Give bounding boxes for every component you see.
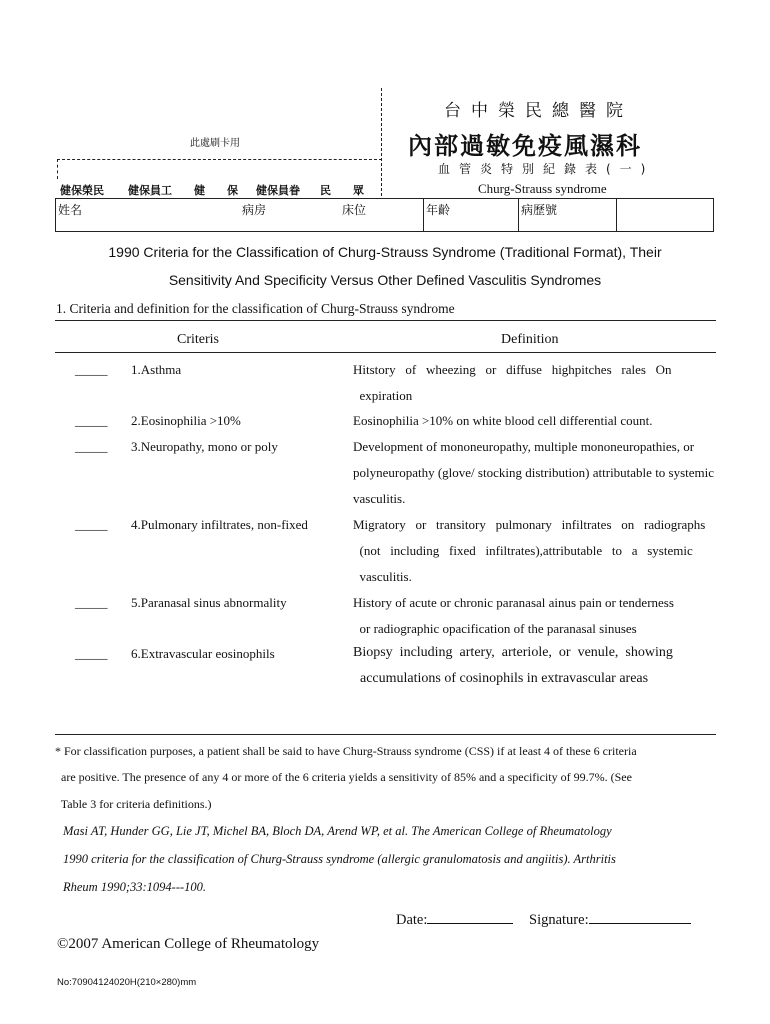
criterion-definition: (not including fixed infiltrates),attributable to a systemic (353, 543, 693, 558)
reference-line: Rheum 1990;33:1094---100. (63, 880, 207, 894)
criterion-check-blank[interactable]: _____ (75, 646, 108, 661)
syndrome-label: Churg-Strauss syndrome (478, 181, 607, 196)
criterion-definition: accumulations of cosinophils in extravascular areas (353, 671, 649, 686)
criterion-definition: Biopsy including artery, arteriole, or venule, showing (353, 645, 673, 660)
criterion-definition: History of acute or chronic paranasal ainus pain or tenderness (353, 595, 674, 610)
signature-field[interactable] (529, 909, 691, 929)
criterion-label: 6.Extravascular eosinophils (131, 646, 275, 661)
table-header-rule (55, 352, 716, 353)
insurance-type[interactable]: 民 眾 (320, 184, 364, 197)
column-header-definition: Definition (501, 332, 559, 347)
criterion-definition: Eosinophilia >10% on white blood cell differential count. (353, 413, 653, 428)
form-name: 血管炎特別紀錄表(一) (438, 162, 655, 176)
patient-field-bed[interactable]: 床位 (342, 203, 367, 217)
table-bottom-rule (55, 734, 716, 735)
criterion-label: 2.Eosinophilia >10% (131, 413, 241, 428)
criterion-definition: vasculitis. (353, 569, 412, 584)
hospital-name: 台中榮民總醫院 (444, 101, 633, 121)
insurance-type[interactable]: 健保員工 (128, 184, 172, 197)
patient-info-table (55, 198, 714, 232)
criterion-definition: Hitstory of wheezing or diffuse highpitches rales On (353, 362, 672, 377)
patient-field-name[interactable]: 姓名 (58, 203, 83, 217)
card-swipe-note: 此處刷卡用 (190, 138, 240, 149)
table-divider (616, 199, 617, 231)
criterion-definition: Migratory or transitory pulmonary infiltrates on radiographs (353, 517, 706, 532)
date-label: Date: (396, 912, 428, 928)
department-name: 內部過敏免疫風濕科 (408, 132, 642, 160)
criterion-definition: expiration (353, 388, 413, 403)
criterion-definition: polyneuropathy (glove/ stocking distribution) attributable to systemic (353, 465, 715, 480)
criterion-definition: Development of mononeuropathy, multiple mononeuropathies, or (353, 439, 695, 454)
patient-field-age[interactable]: 年齡 (426, 203, 451, 217)
column-header-criteria: Criteris (177, 332, 219, 347)
card-area-dashed-border (57, 159, 382, 160)
form-number: No:70904124020H(210×280)mm (57, 977, 197, 988)
criterion-label: 3.Neuropathy, mono or poly (131, 439, 278, 454)
date-input-line[interactable] (427, 909, 513, 924)
signature-input-line[interactable] (589, 909, 691, 924)
criterion-check-blank[interactable]: _____ (75, 362, 108, 377)
criterion-check-blank[interactable]: _____ (75, 595, 108, 610)
table-top-rule (55, 320, 716, 321)
reference-line: 1990 criteria for the classification of Churg-Strauss syndrome (allergic granulomatosis and angiitis). Arthritis (63, 852, 616, 866)
footnote-line: are positive. The presence of any 4 or more of the 6 criteria yields a sensitivity of 85% and a specificity of 99.7%. (See (55, 770, 632, 784)
table-divider (423, 199, 424, 231)
document-title-line2: Sensitivity And Specificity Versus Other Defined Vasculitis Syndromes (168, 272, 602, 288)
criterion-check-blank[interactable]: _____ (75, 517, 108, 532)
criterion-label: 4.Pulmonary infiltrates, non-fixed (131, 517, 308, 532)
card-area-dashed-divider (381, 88, 382, 196)
criterion-label: 1.Asthma (131, 362, 182, 377)
table-divider (518, 199, 519, 231)
signature-label: Signature: (529, 912, 589, 928)
footnote-line: * For classification purposes, a patient shall be said to have Churg-Strauss syndrome (CSS) if at least 4 of these 6 criteria (55, 744, 637, 758)
patient-field-ward[interactable]: 病房 (242, 203, 267, 217)
footnote-line: Table 3 for criteria definitions.) (55, 797, 212, 811)
reference-line: Masi AT, Hunder GG, Lie JT, Michel BA, Bloch DA, Arend WP, et al. The American College of Rheumatology (63, 824, 612, 838)
copyright-notice: ©2007 American College of Rheumatology (57, 936, 320, 952)
card-area-dashed-left (57, 159, 58, 179)
criterion-definition: vasculitis. (353, 491, 406, 506)
patient-field-chart-no[interactable]: 病歷號 (521, 203, 558, 217)
date-field[interactable] (396, 909, 513, 929)
insurance-type[interactable]: 健保榮民 (60, 184, 104, 197)
insurance-type[interactable]: 健 保 (194, 184, 238, 197)
criterion-label: 5.Paranasal sinus abnormality (131, 595, 287, 610)
criterion-check-blank[interactable]: _____ (75, 439, 108, 454)
section-heading: 1. Criteria and definition for the classification of Churg-Strauss syndrome (56, 301, 455, 316)
document-title-line1: 1990 Criteria for the Classification of Churg-Strauss Syndrome (Traditional Format), Their (108, 244, 662, 260)
insurance-type[interactable]: 健保員眷 (256, 184, 300, 197)
criterion-definition: or radiographic opacification of the paranasal sinuses (353, 621, 637, 636)
criterion-check-blank[interactable]: _____ (75, 413, 108, 428)
